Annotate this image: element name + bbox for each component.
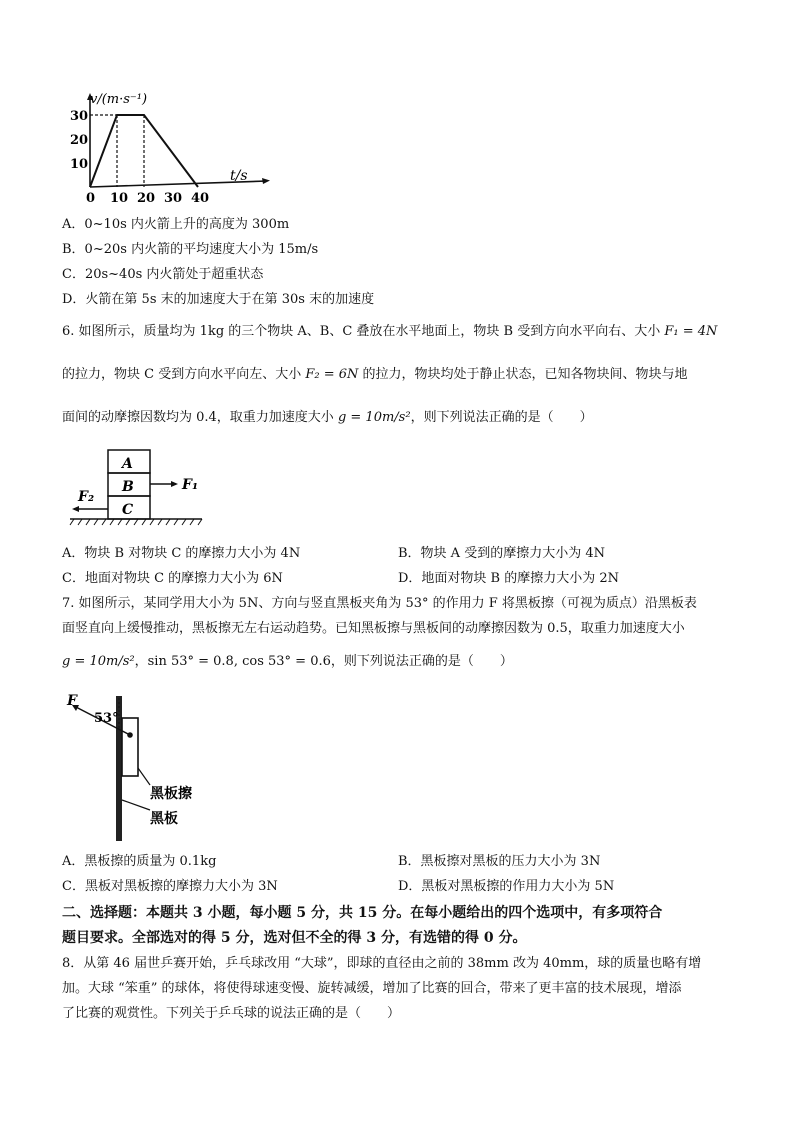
q8-stem-line2: 加。大球 “笨重” 的球体，将使得球速变慢、旋转减缓，增加了比赛的回合，带来了更丰富的技术展现，增添 [62,981,682,996]
vt-y-tick: 10 [70,157,89,172]
q6-stem-line2: 的拉力，物块 C 受到方向水平向左、大小 F₂ = 6N 的拉力，物块均处于静止状态，已知各物块间、物块与地 [62,367,688,382]
vt-x-tick: 30 [164,191,183,206]
q5-option-c: C．20s~40s 内火箭处于超重状态 [62,267,264,282]
section2-heading-line2: 题目要求。全部选对的得 5 分，选对但不全的得 3 分，有选错的得 0 分。 [62,930,527,946]
svg-text:C: C [122,502,134,518]
q5-option-b: B．0~20s 内火箭的平均速度大小为 15m/s [62,242,319,257]
q8-stem-line3: 了比赛的观赏性。下列关于乒乓球的说法正确的是（ ） [62,1006,401,1021]
svg-text:F₂: F₂ [78,489,95,505]
q6-stem-line3: 面间的动摩擦因数均为 0.4，取重力加速度大小 g = 10m/s²，则下列说法正确的是（ ） [62,410,593,425]
svg-text:53°: 53° [94,711,119,726]
svg-text:F₁: F₁ [182,477,199,493]
q8-stem-line1: 8．从第 46 届世乒赛开始，乒乓球改用 “大球”，即球的直径由之前的 38mm 改为 40mm，球的质量也略有增 [62,956,702,971]
q5-option-d: D．火箭在第 5s 末的加速度大于在第 30s 末的加速度 [62,292,375,307]
vt-xlabel: t/s [230,168,248,184]
q6-option-d: D．地面对物块 B 的摩擦力大小为 2N [398,571,620,586]
vt-x-tick: 20 [137,191,156,206]
q7-stem-line2: 面竖直向上缓慢推动，黑板擦无左右运动趋势。已知黑板擦与黑板间的动摩擦因数为 0.5，取重力加速度大小 [62,621,685,636]
q6-option-b: B．物块 A 受到的摩擦力大小为 4N [398,546,605,561]
svg-text:A: A [122,456,133,472]
q5-option-a: A．0~10s 内火箭上升的高度为 300m [62,217,290,232]
eraser-figure [62,690,232,845]
svg-text:F: F [67,693,77,709]
vt-x-tick: 0 [86,191,96,206]
svg-text:黑板: 黑板 [150,811,178,827]
vt-ylabel: v/(m·s⁻¹) [90,92,148,107]
vt-x-tick: 40 [191,191,210,206]
q6-option-c: C．地面对物块 C 的摩擦力大小为 6N [62,571,283,586]
q7-option-d: D．黑板对黑板擦的作用力大小为 5N [398,879,615,894]
q6-option-a: A．物块 B 对物块 C 的摩擦力大小为 4N [62,546,301,561]
vt-x-tick: 10 [110,191,129,206]
blocks-figure [62,445,212,530]
eraser [122,718,138,776]
vt-y-tick: 20 [70,133,89,148]
svg-text:黑板擦: 黑板擦 [150,786,192,802]
vt-y-tick: 30 [70,109,89,124]
q6-stem-line1: 6. 如图所示，质量均为 1kg 的三个物块 A、B、C 叠放在水平地面上，物块 B 受到方向水平向右、大小 F₁ = 4N [62,324,718,339]
q7-stem-line1: 7. 如图所示，某同学用大小为 5N、方向与竖直黑板夹角为 53° 的作用力 F 将黑板擦（可视为质点）沿黑板表 [62,596,697,611]
vt-graph [62,85,272,213]
q7-option-c: C．黑板对黑板擦的摩擦力大小为 3N [62,879,278,894]
svg-text:B: B [122,479,134,495]
q7-option-a: A．黑板擦的质量为 0.1kg [62,854,217,869]
q7-stem-line3: g = 10m/s²，sin 53° = 0.8, cos 53° = 0.6，则下列说法正确的是（ ） [62,654,513,669]
section2-heading-line1: 二、选择题：本题共 3 小题，每小题 5 分，共 15 分。在每小题给出的四个选项中，有多项符合 [62,905,663,921]
q7-option-b: B．黑板擦对黑板的压力大小为 3N [398,854,601,869]
